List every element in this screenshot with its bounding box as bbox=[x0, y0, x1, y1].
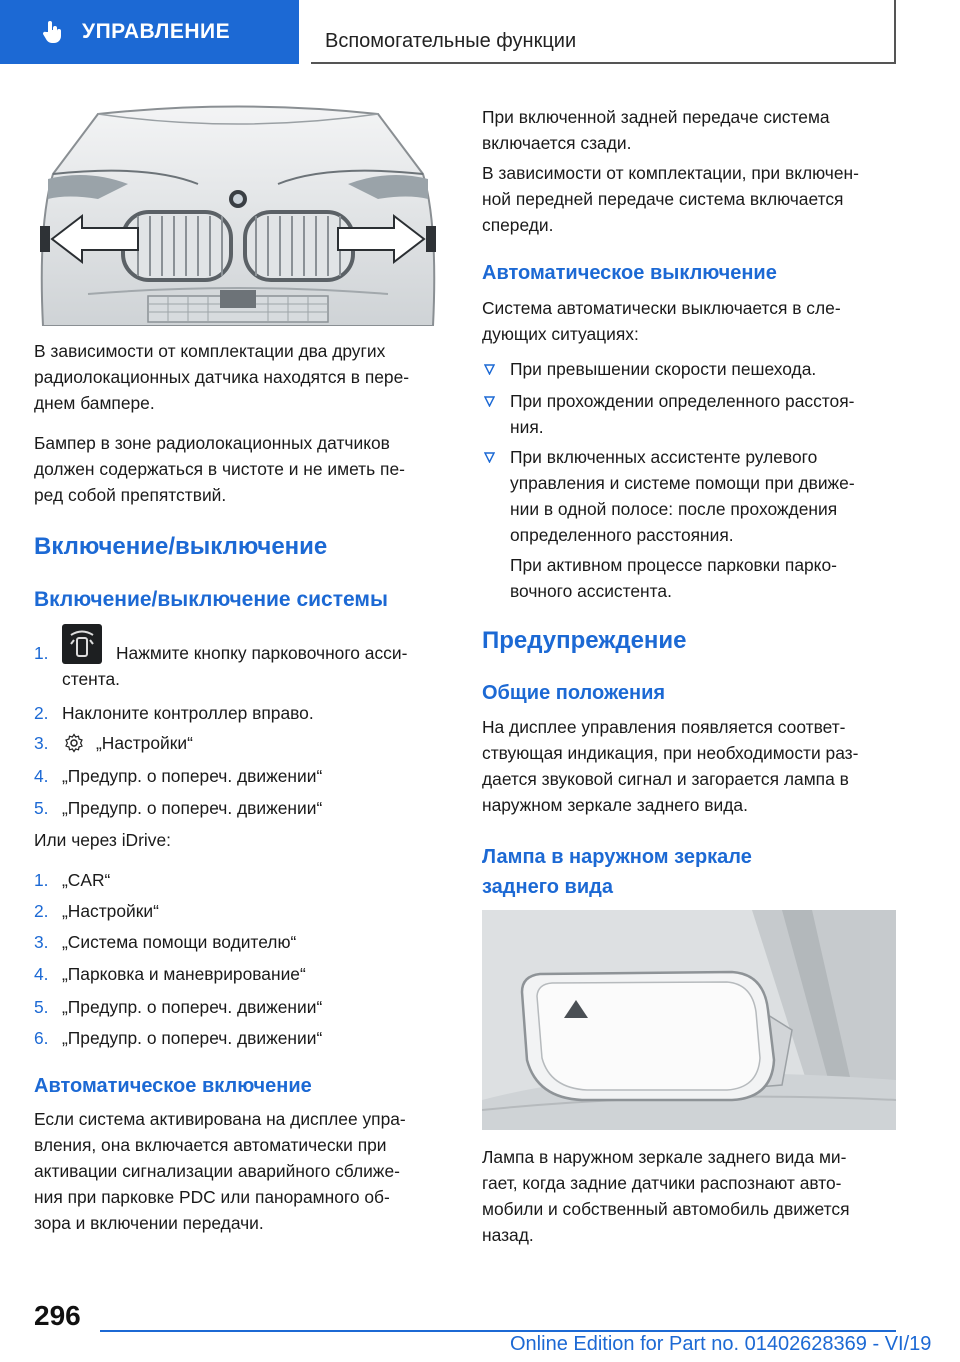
bullet-item-1: При превышении скорости пешехода. bbox=[482, 356, 896, 382]
gear-icon bbox=[64, 733, 84, 753]
bullet-extra: При активном процессе парковки парко- вочного ассистента. bbox=[510, 555, 837, 601]
heading-auto-on: Автоматическое включение bbox=[34, 1075, 312, 1097]
rear-gear-paragraph: При включенной задней передаче система включается сзади. bbox=[482, 107, 830, 153]
header-tab bbox=[0, 0, 299, 64]
hand-pointer-icon bbox=[40, 19, 66, 45]
triangle-bullet-icon bbox=[484, 364, 495, 375]
auto-on-paragraph: Если система активирована на дисплее упра- вления, она включается автоматически при активации сигнализации аварийного сближе- ния при парковке PDC или панорамного об- зора и включении передачи. bbox=[34, 1109, 406, 1233]
general-paragraph: На дисплее управления появляется соответ- ствующая индикация, при необходимости раз- дается звуковой сигнал и загорается лампа в наружном зеркале заднего вида. bbox=[482, 717, 859, 815]
side-mirror-illustration bbox=[482, 910, 896, 1130]
front-bumper-illustration bbox=[38, 104, 438, 326]
bullet-item-2: При прохождении определенного расстоя- ния. bbox=[482, 388, 896, 440]
front-gear-paragraph: В зависимости от комплектации, при включен- ной передней передаче система включается спереди. bbox=[482, 163, 859, 235]
lamp-paragraph: Лампа в наружном зеркале заднего вида ми- гает, когда задние датчики распознают авто- мобили и собственный автомобиль движется назад. bbox=[482, 1147, 850, 1245]
footer-rule bbox=[100, 1330, 896, 1332]
or-idrive: Или через iDrive: bbox=[34, 830, 171, 850]
step-1: 1. Нажмите кнопку парковочного асси- стента. bbox=[34, 640, 444, 692]
bumper-caption: В зависимости от комплектации два других радиолокационных датчика находятся в пере- днем бампере. bbox=[34, 341, 410, 413]
heading-warning: Предупреждение bbox=[482, 627, 687, 654]
bumper-paragraph: Бампер в зоне радиолокационных датчиков должен содержаться в чистоте и не иметь пе- ред собой препятствий. bbox=[34, 433, 405, 505]
auto-off-paragraph: Система автоматически выключается в сле- дующих ситуациях: bbox=[482, 298, 841, 344]
triangle-bullet-icon bbox=[484, 396, 495, 407]
heading-general: Общие положения bbox=[482, 682, 666, 704]
heading-auto-off: Автоматическое выключение bbox=[482, 262, 777, 284]
parking-assistant-button-icon bbox=[62, 624, 102, 664]
heading-on-off: Включение/выключение bbox=[34, 533, 328, 560]
triangle-bullet-icon bbox=[484, 452, 495, 463]
header-tab-label: УПРАВЛЕНИЕ bbox=[82, 20, 231, 43]
section-title: Вспомогательные функции bbox=[311, 0, 896, 64]
edition-link[interactable]: Online Edition for Part no. 01402628369 - VI/19 bbox=[510, 1333, 932, 1355]
bullet-item-3: При включенных ассистенте рулевого управления и системе помощи при движе- нии в одной полосе: после прохождения определенного расстояния. bbox=[482, 444, 896, 548]
heading-lamp: Лампа в наружном зеркале заднего вида bbox=[482, 846, 752, 898]
page-number: 296 bbox=[34, 1300, 81, 1331]
heading-on-off-system: Включение/выключение системы bbox=[34, 588, 388, 611]
